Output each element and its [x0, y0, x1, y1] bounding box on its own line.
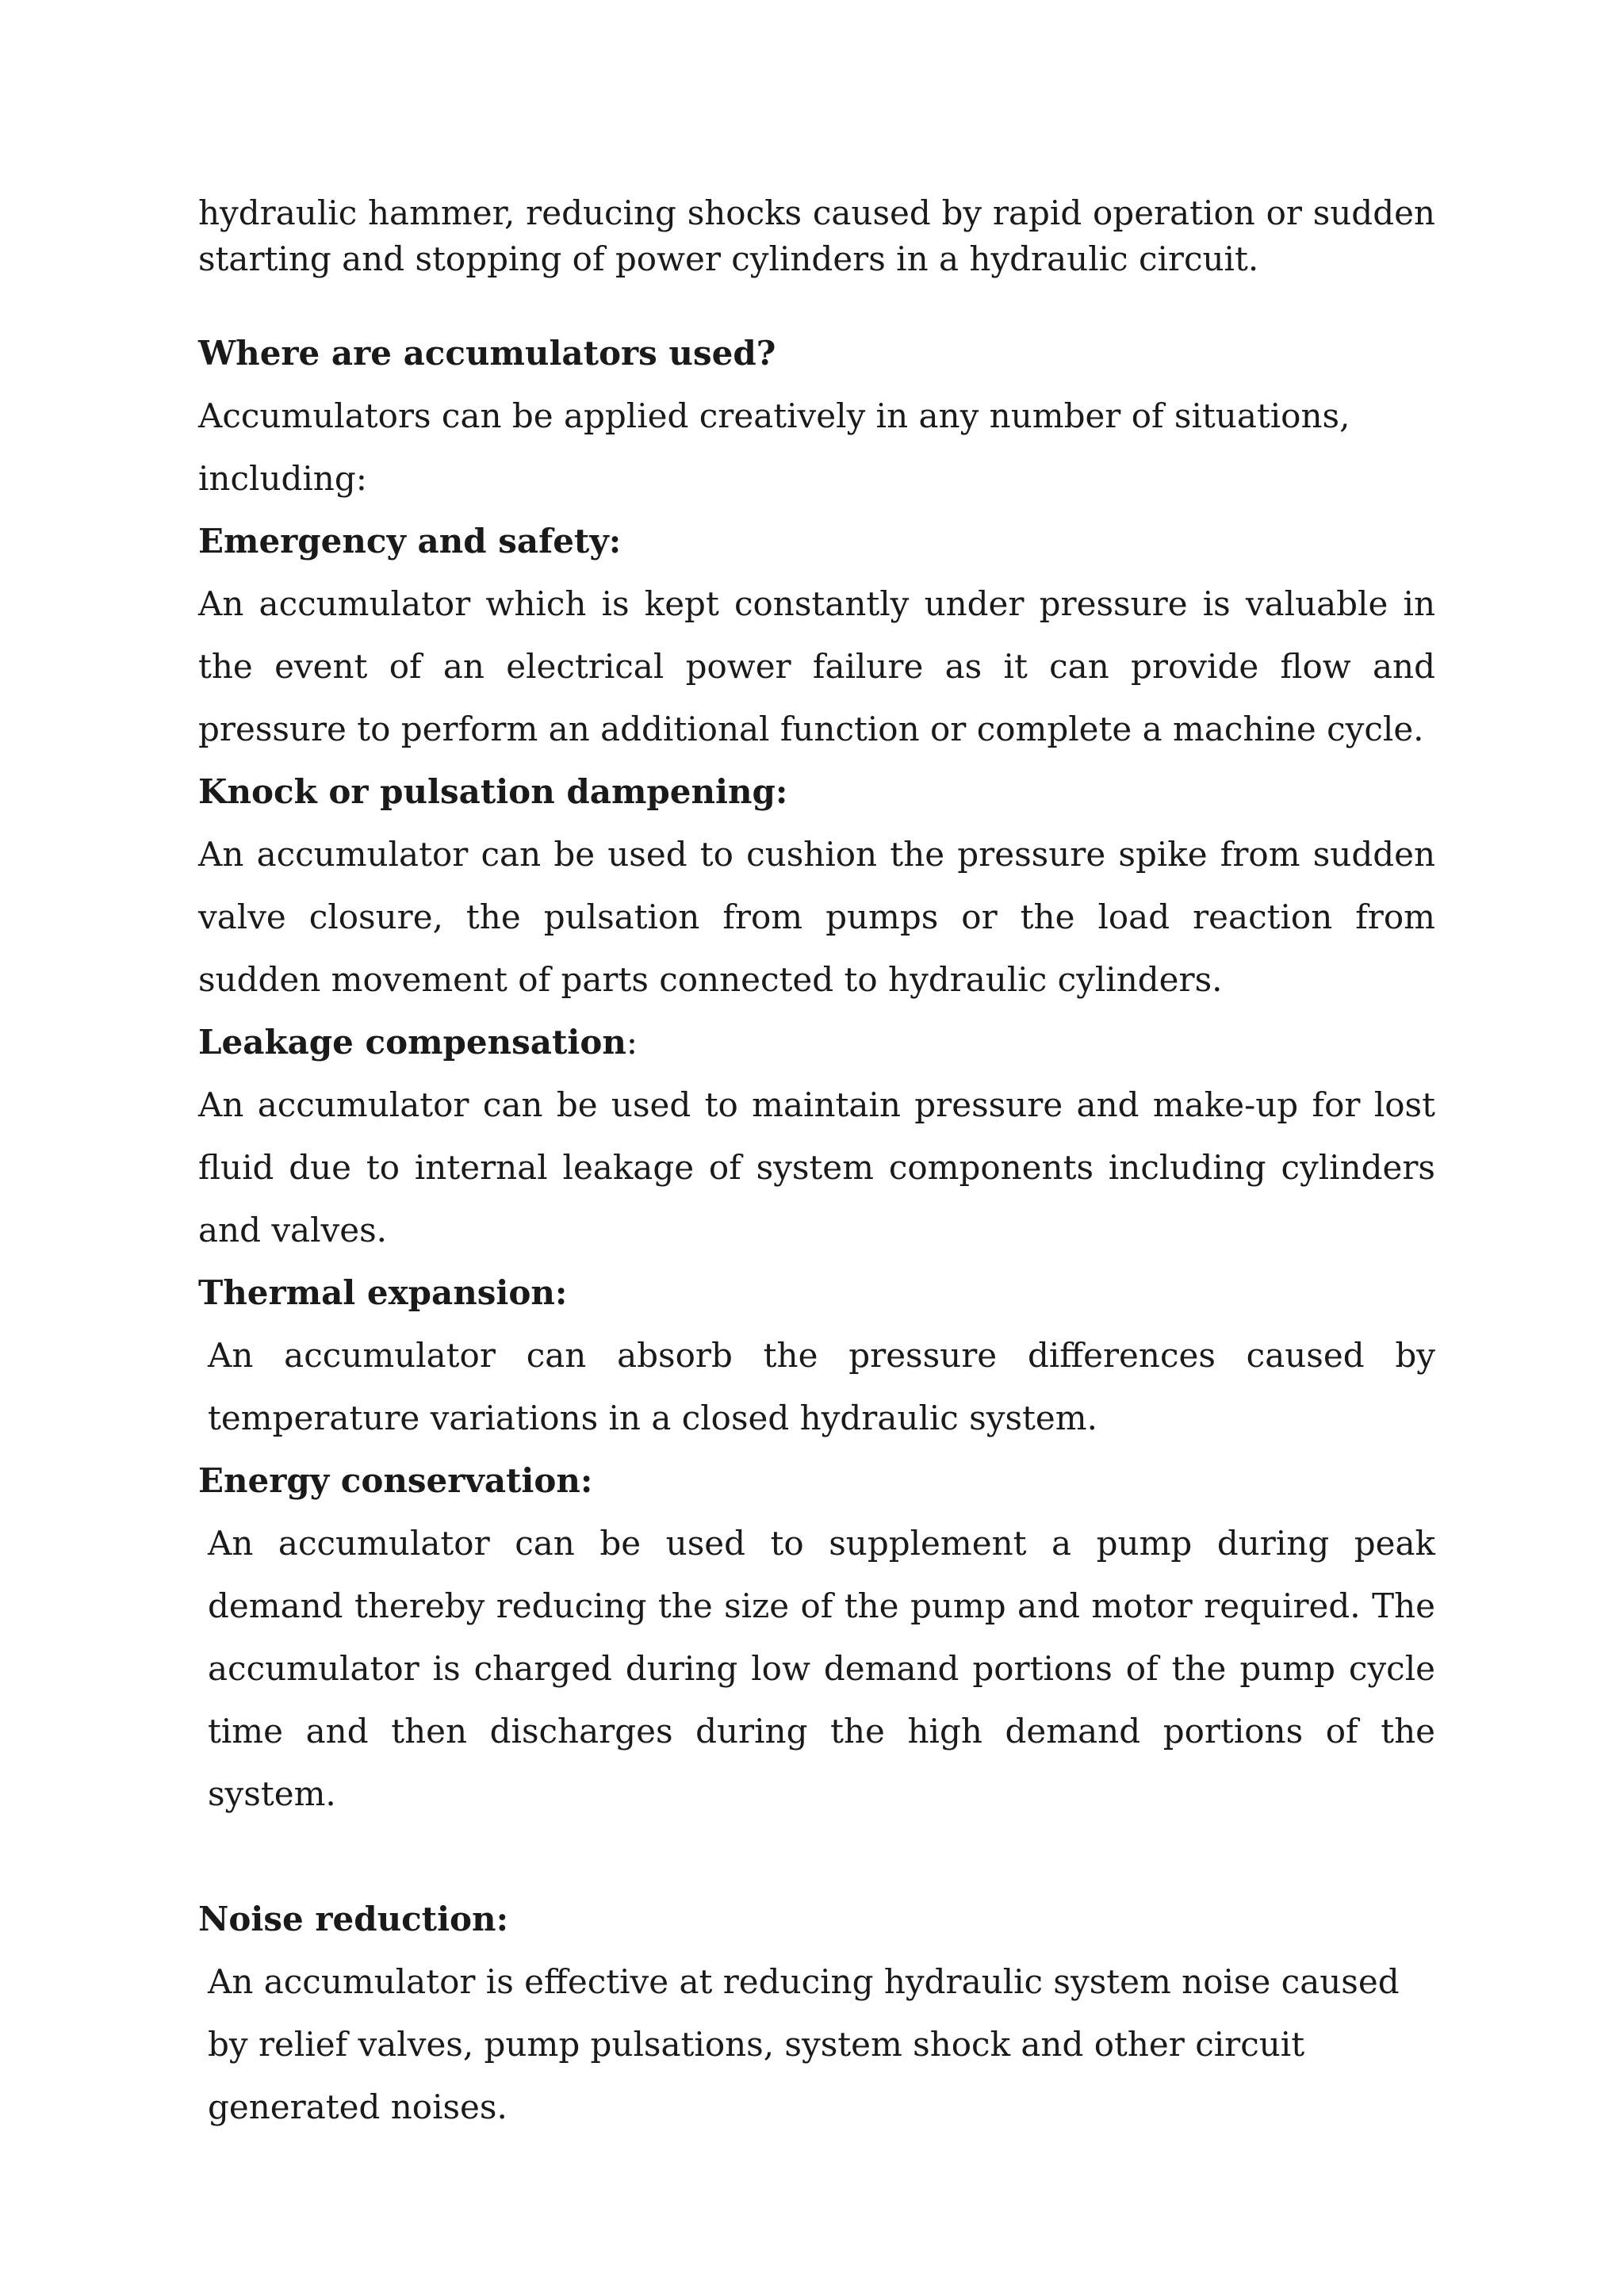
section-text-knock: An accumulator can be used to cushion the pressure spike from sudden valve closure, the pulsation from pumps or the load reaction from sudden movement of parts connected to hydraulic cylinders. [198, 835, 1435, 999]
section-heading-leakage-label: Leakage compensation [198, 1023, 626, 1062]
document-page [198, 190, 1435, 2138]
section-heading-noise: Noise reduction: [198, 1900, 509, 1938]
section-heading-energy: Energy conservation: [198, 1461, 593, 1500]
section-heading-leakage [198, 1011, 1435, 1073]
section-heading-knock: Knock or pulsation dampening: [198, 772, 788, 811]
section-heading-emergency: Emergency and safety: [198, 522, 622, 561]
where-paragraph: Accumulators can be applied creatively in any number of situations, including: [198, 396, 1350, 498]
section-heading-thermal: Thermal expansion: [198, 1273, 568, 1312]
where-heading: Where are accumulators used? [198, 334, 776, 373]
section-text-noise: An accumulator is effective at reducing hydraulic system noise caused by relief valves, pump pulsations, system shock and other circuit generated noises. [208, 1962, 1400, 2126]
section-text-leakage: An accumulator can be used to maintain pressure and make-up for lost fluid due to internal leakage of system components including cylinders and valves. [198, 1085, 1435, 1249]
section-text-emergency: An accumulator which is kept constantly under pressure is valuable in the event of an electrical power failure as it can provide flow and pressure to perform an additional function or complete a machine cycle. [198, 584, 1435, 748]
section-heading-leakage-colon: : [626, 1023, 638, 1062]
intro-paragraph: hydraulic hammer, reducing shocks caused by rapid operation or sudden starting and stopping of power cylinders in a hydraulic circuit. [198, 193, 1435, 278]
spacer [198, 1825, 1435, 1888]
section-text-energy: An accumulator can be used to supplement a pump during peak demand thereby reducing the size of the pump and motor required. The accumulator is charged during low demand portions of the pump cycle time and then discharges during the high demand portions of the system. [208, 1524, 1435, 1813]
section-text-thermal: An accumulator can absorb the pressure differences caused by temperature variations in a closed hydraulic system. [208, 1336, 1435, 1437]
